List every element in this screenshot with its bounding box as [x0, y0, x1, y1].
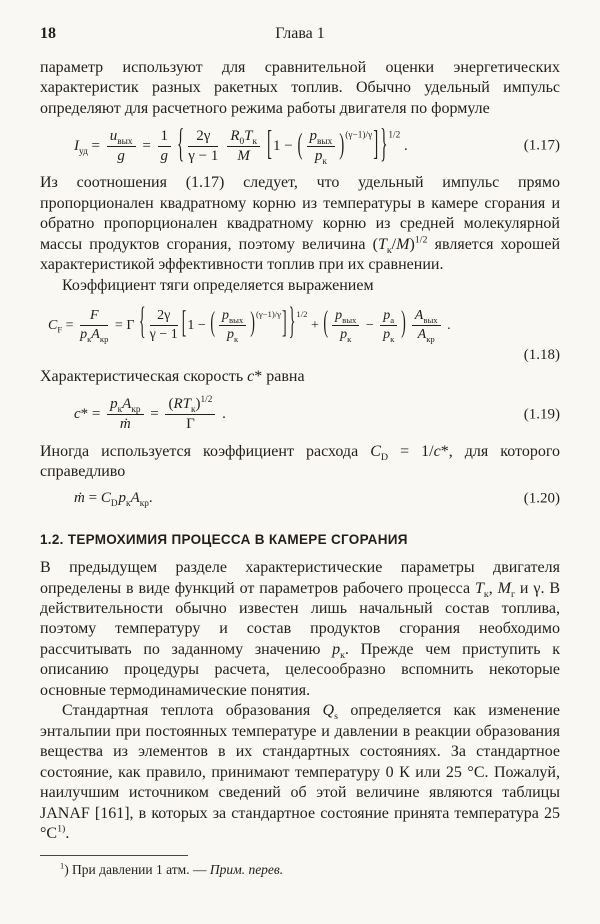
- text-run: =: [84, 490, 101, 507]
- subscript: к: [117, 405, 123, 416]
- fraction: [107, 396, 143, 434]
- equation-number-1-17: (1.17): [523, 137, 560, 154]
- subscript: кр: [426, 333, 435, 344]
- subscript: D: [110, 499, 118, 510]
- math-variable: R: [230, 127, 240, 144]
- denominator: [380, 326, 397, 343]
- math-variable: c: [74, 406, 81, 423]
- numerator: [80, 308, 108, 326]
- text-run: +: [307, 317, 323, 333]
- subscript: вых: [423, 314, 438, 325]
- equation-number-1-18: (1.18): [523, 347, 560, 364]
- math-variable: A: [91, 326, 100, 342]
- math-variable: ṁ: [119, 416, 131, 433]
- math-variable: I: [74, 137, 79, 154]
- math-variable: A: [414, 307, 424, 323]
- superscript: 1): [57, 823, 66, 835]
- fraction: [158, 128, 172, 166]
- math-variable: M: [497, 579, 511, 597]
- big-bracket: ): [250, 309, 255, 340]
- math-variable: C: [48, 317, 58, 333]
- big-bracket: [: [181, 306, 187, 342]
- subscript: вых: [229, 314, 244, 325]
- math-variable: F: [89, 307, 99, 323]
- equation-1-20: [40, 483, 560, 515]
- text-run: Иногда используется коэффициент расхода: [40, 442, 371, 460]
- math-variable: T: [377, 235, 387, 253]
- math-variable: c: [247, 368, 255, 386]
- text-run: * равна: [254, 368, 305, 386]
- subscript: s: [334, 711, 338, 723]
- denominator: [219, 326, 246, 343]
- numerator: [332, 308, 359, 326]
- text-run: 1 −: [187, 317, 210, 333]
- superscript: 1/2: [388, 130, 401, 141]
- fraction: [80, 308, 108, 343]
- numerator: [307, 128, 336, 147]
- superscript: (γ−1)/γ: [345, 130, 373, 141]
- fraction: [307, 128, 336, 166]
- superscript: 1/2: [414, 234, 428, 246]
- denominator: [227, 147, 260, 165]
- fraction: [188, 128, 218, 166]
- text-run: Коэффициент тяги определяется выражением: [62, 276, 374, 294]
- numerator: [412, 308, 441, 326]
- superscript: (γ−1)/γ: [255, 308, 282, 319]
- big-bracket: {: [138, 303, 146, 345]
- subscript: к: [191, 405, 196, 416]
- formula-1-17: [74, 123, 408, 167]
- footnote-rule: [40, 855, 188, 856]
- subscript: к: [347, 333, 352, 344]
- fraction: [332, 308, 359, 343]
- paragraph-section-intro: [40, 558, 560, 701]
- numerator: [188, 128, 218, 147]
- fraction: [219, 308, 246, 343]
- math-variable: A: [130, 490, 140, 507]
- math-variable: M: [396, 235, 410, 253]
- math-variable: p: [110, 396, 118, 413]
- superscript: 1/2: [296, 308, 308, 319]
- subscript: кр: [131, 405, 141, 416]
- text-run: = Γ: [111, 317, 138, 333]
- subscript: уд: [79, 146, 88, 157]
- subscript: вых: [342, 314, 357, 325]
- equation-number-1-20: (1.20): [523, 490, 560, 507]
- numerator: [107, 396, 143, 415]
- text-run: . Прежде чем приступить к описанию процедуры расчета, целесообразно вспомнить некоторые основные термодинамические понятия.: [40, 640, 560, 699]
- math-variable: RT: [173, 396, 191, 413]
- big-bracket: ): [401, 307, 406, 341]
- math-variable: Q: [322, 702, 335, 720]
- text-run: Из соотношения (1.17) следует, что удельный импульс прямо пропорционален квадратному корню из температуры в камере сгорания и обратно пропорционален квадратному корню из средней молекулярной массы продуктов сгорания, поэтому величина (: [40, 174, 560, 253]
- math-variable: g: [160, 147, 169, 164]
- math-variable: u: [109, 127, 118, 144]
- text-run: =: [62, 317, 78, 333]
- formula-1-20: [74, 489, 153, 508]
- numerator: [150, 308, 178, 326]
- subscript: к: [87, 333, 92, 344]
- big-bracket: }: [288, 303, 296, 345]
- numerator: [219, 308, 246, 326]
- subscript: а: [390, 314, 395, 325]
- subscript: к: [322, 156, 327, 167]
- denominator: [332, 326, 359, 343]
- big-bracket: {: [177, 123, 185, 167]
- math-variable: p: [227, 326, 235, 342]
- text-run: ): [195, 396, 201, 413]
- text-run: −: [362, 317, 378, 333]
- denominator: [80, 326, 108, 343]
- text-run: =: [146, 406, 163, 423]
- formula-1-19: [74, 396, 226, 434]
- text-run: .: [218, 406, 226, 423]
- big-bracket: ]: [282, 306, 287, 342]
- equation-1-19: [40, 388, 560, 442]
- text-run: 2γ: [196, 127, 211, 144]
- math-variable: p: [118, 490, 127, 507]
- section-heading: 1.2. ТЕРМОХИМИЯ ПРОЦЕССА В КАМЕРЕ СГОРАНИЯ: [40, 531, 408, 547]
- math-variable: A: [122, 396, 132, 413]
- math-variable: C: [370, 442, 381, 460]
- denominator: [107, 415, 143, 433]
- subscript: к: [252, 136, 258, 147]
- text-run: Стандартная теплота образования: [62, 702, 323, 720]
- text-run: 2γ: [157, 307, 171, 323]
- math-variable: T: [244, 127, 253, 144]
- text-run: Γ: [186, 416, 195, 433]
- subscript: к: [390, 333, 395, 344]
- equation-number-1-19: (1.19): [523, 406, 560, 423]
- subscript: вых: [317, 136, 333, 147]
- subscript: к: [126, 499, 131, 510]
- numerator: [165, 396, 215, 415]
- math-variable: c: [433, 442, 441, 460]
- denominator: [188, 147, 218, 165]
- denominator: [165, 415, 215, 433]
- subscript: 0: [239, 136, 245, 147]
- denominator: [412, 326, 441, 343]
- text-run: .: [443, 317, 451, 333]
- text-run: В предыдущем разделе характеристические параметры двигателя определены в виде функций от параметров рабочего процесса: [40, 559, 560, 597]
- text-run: ): [409, 235, 415, 253]
- formula-1-18: [48, 303, 451, 345]
- subscript: кр: [99, 333, 109, 344]
- paragraph-intro: параметр используют для сравнительной оценки энергетических характеристик разных ракетных топлив. Обычно удельный импульс определяют для расчетного режима работы двигателя по формуле: [40, 59, 560, 117]
- math-variable: g: [117, 147, 125, 164]
- subscript: F: [57, 324, 63, 335]
- subscript: D: [380, 452, 389, 464]
- denominator: [158, 147, 172, 165]
- text-run: =: [138, 137, 155, 154]
- fraction: [412, 308, 441, 343]
- text-run: γ − 1: [149, 326, 178, 342]
- big-bracket: (: [323, 307, 329, 341]
- denominator: [107, 147, 136, 165]
- text-run: Характеристическая скорость: [40, 368, 248, 386]
- text-run: (: [168, 396, 174, 413]
- subscript: г: [510, 588, 516, 600]
- text-run: 1 −: [273, 137, 297, 154]
- fraction: [150, 308, 178, 343]
- text-run: и γ. В действительности обычно известен лишь начальный состав топлива, поэтому температуру и состав продуктов сгорания необходимо рассчитывать по заданному значению: [40, 579, 561, 658]
- chapter-title: Глава 1: [275, 25, 325, 42]
- math-variable: p: [80, 326, 88, 342]
- text-run: .: [400, 137, 408, 154]
- text-run: γ − 1: [188, 147, 219, 164]
- paragraph-heat-of-formation: [40, 701, 560, 844]
- paragraph-specific-impulse: [40, 173, 560, 275]
- subscript: вых: [117, 136, 133, 147]
- math-variable: p: [309, 127, 317, 144]
- superscript: 1/2: [200, 395, 213, 406]
- fraction: [380, 308, 397, 343]
- math-variable: ṁ: [74, 490, 85, 507]
- math-variable: p: [383, 326, 391, 342]
- paragraph-thrust-coefficient: [40, 276, 560, 296]
- subscript: к: [340, 650, 345, 662]
- text-run: = 1/: [388, 442, 434, 460]
- math-variable: Прим. перев.: [209, 861, 284, 877]
- big-bracket: (: [210, 309, 215, 340]
- big-bracket: }: [380, 123, 388, 167]
- text-run: .: [65, 825, 70, 843]
- text-run: определяется как изменение энтальпии при постоянных температуре и давлении в реакции образования вещества из элементов в их стандартных состояниях. За стандартное состояние, как правило, принимают температуру 0 К или 25 °С. Пожалуй, наилучшим источником сведений об этой величине являются таблицы JANAF [161], в которых за стандартное состояние принята температура 25 °С: [40, 702, 561, 843]
- math-variable: C: [100, 490, 111, 507]
- denominator: [307, 147, 336, 165]
- text-run: является хорошей характеристикой эффективности топлив при их сравнении.: [40, 235, 560, 274]
- math-variable: p: [332, 640, 341, 658]
- fraction: [107, 128, 136, 166]
- text-run: *, для которого справедливо: [40, 442, 560, 481]
- numerator: [227, 128, 260, 147]
- big-bracket: [: [267, 126, 273, 164]
- numerator: [107, 128, 136, 147]
- page-header: [40, 24, 560, 44]
- math-variable: A: [417, 326, 427, 342]
- math-variable: M: [237, 147, 250, 164]
- subscript: к: [483, 588, 489, 600]
- numerator: [380, 308, 397, 326]
- subscript: к: [386, 245, 392, 256]
- text-run: * =: [80, 406, 105, 423]
- text-run: ) При давлении 1 атм. —: [64, 861, 210, 877]
- math-variable: p: [383, 307, 391, 323]
- equation-1-17: [40, 119, 560, 173]
- math-variable: T: [474, 579, 484, 597]
- subscript: кр: [139, 499, 149, 510]
- numerator: [158, 128, 172, 147]
- math-variable: p: [340, 326, 348, 342]
- text-run: ,: [488, 579, 498, 597]
- equation-1-18: [40, 296, 560, 354]
- fraction: [165, 396, 215, 434]
- paragraph-characteristic-velocity: [40, 367, 560, 387]
- page-number: 18: [40, 25, 56, 42]
- math-variable: p: [335, 307, 343, 323]
- math-variable: p: [222, 307, 229, 323]
- fraction: [227, 128, 260, 166]
- big-bracket: ): [339, 129, 345, 162]
- footnote: [40, 855, 560, 878]
- text-run: .: [148, 490, 153, 507]
- text-run: /: [391, 235, 397, 253]
- text-run: 1: [160, 127, 169, 144]
- subscript: к: [234, 333, 239, 344]
- big-bracket: (: [297, 129, 303, 162]
- math-variable: p: [314, 147, 323, 164]
- superscript: 1: [60, 861, 65, 871]
- denominator: [150, 326, 178, 343]
- footnote-text: [40, 861, 560, 878]
- big-bracket: ]: [373, 126, 379, 164]
- paragraph-discharge-coefficient: [40, 442, 560, 483]
- text-run: =: [87, 137, 104, 154]
